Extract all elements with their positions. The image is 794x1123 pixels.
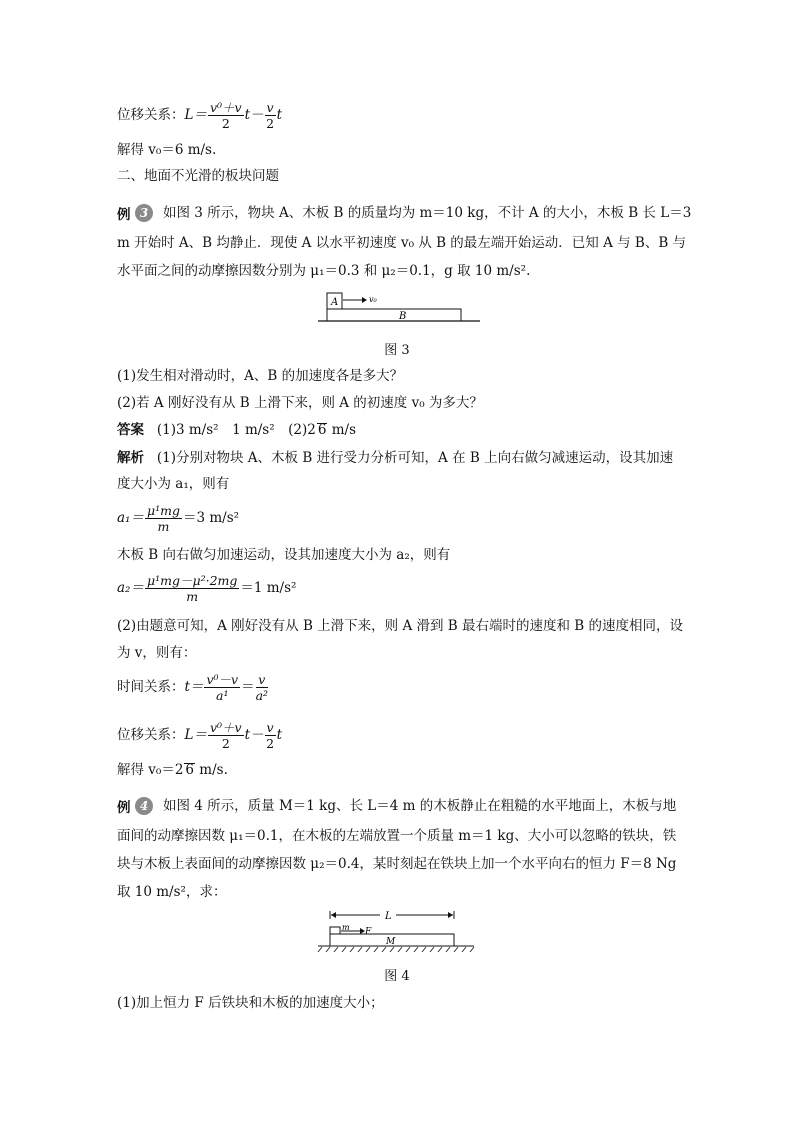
numerator: μ¹mg [146, 503, 180, 518]
figure3-caption: 图 3 [384, 343, 410, 358]
text: 如图 4 所示，质量 M＝1 kg、长 L＝4 m 的木板静止在粗糙的水平地面上，木板与地 [163, 798, 677, 814]
eq-lhs: a₁＝ [117, 510, 144, 526]
denominator: m [186, 589, 199, 604]
term: t－ [244, 727, 264, 743]
eq-rhs: ＝3 m/s² [182, 510, 240, 526]
term: t [276, 107, 283, 123]
example4-line2: 面间的动摩擦因数 μ₁＝0.1，在木板的左端放置一个质量 m＝1 kg、大小可以忽略的铁块，铁 [117, 828, 677, 844]
denominator: a¹ [216, 688, 229, 703]
sqrt: 6 [317, 422, 327, 438]
ground-hatch [318, 947, 474, 952]
example3-answer [117, 420, 356, 440]
figure4-caption: 图 4 [384, 969, 410, 984]
fraction [256, 672, 268, 703]
dim-arrow-right [448, 912, 453, 918]
example-number: 3 [135, 204, 153, 222]
label-M: M [386, 937, 396, 947]
part2-line1: (2)由题意可知，A 刚好没有从 B 上滑下来，则 A 滑到 B 最右端时的速度和 B 的速度相同，设 [117, 618, 684, 634]
equation-a2 [117, 573, 296, 604]
top-solution: 解得 v₀＝6 m/s. [117, 142, 217, 158]
fraction [145, 573, 239, 604]
figure4-diagram [316, 906, 480, 958]
text: 如图 3 所示，物块 A、木板 B 的质量均为 m＝10 kg，不计 A 的大小，木板 B 长 L＝3 [163, 205, 692, 221]
part2-line2: 为 v，则有： [117, 645, 197, 661]
fraction [208, 100, 244, 131]
eq-lhs: a₂＝ [117, 580, 144, 596]
denominator: 2 [221, 116, 230, 131]
sqrt: 6 [185, 762, 195, 778]
numerator: v⁰－v [206, 672, 239, 687]
label: 位移关系： [117, 107, 185, 123]
example3-line2: m 开始时 A、B 均静止．现使 A 以水平初速度 v₀ 从 B 的最左端开始运动．已知 A 与 B、B 与 [117, 235, 687, 251]
eq-lhs: L＝ [184, 727, 207, 743]
board-B [327, 309, 461, 321]
fraction [145, 503, 182, 534]
numerator: v [256, 672, 268, 688]
label-A: A [331, 297, 339, 308]
time-relation [117, 672, 269, 703]
answer-label: 答案 [117, 422, 144, 438]
example4-line3: 块与木板上表面间的动摩擦因数 μ₂＝0.4，某时刻起在铁块上加一个水平向右的恒力 F＝8 Ng [117, 856, 677, 872]
example3-analysis-line1 [117, 448, 673, 468]
text: (1)分别对物块 A、木板 B 进行受力分析可知，A 在 B 上向右做匀减速运动，设其加速 [156, 450, 674, 466]
label-F: F [365, 927, 372, 937]
example-badge [117, 205, 155, 223]
numerator: v⁰＋v [209, 100, 242, 115]
answer-text: (1)3 m/s² 1 m/s² (2)2 [156, 422, 316, 438]
eq-lhs: t＝ [184, 679, 204, 695]
figure3-diagram [316, 290, 486, 330]
denominator: a² [255, 688, 269, 703]
label-v0: v₀ [369, 295, 377, 304]
section-title: 二、地面不光滑的板块问题 [117, 168, 279, 184]
example3-line1 [117, 203, 691, 223]
fraction [265, 100, 276, 131]
unit: m/s. [195, 762, 228, 778]
denominator: 2 [266, 116, 275, 131]
label-L: L [385, 911, 392, 922]
example-word: 例 [117, 206, 131, 223]
term: t－ [244, 107, 264, 123]
example4-line4: 取 10 m/s²，求： [117, 884, 227, 900]
example3-question1: (1)发生相对滑动时，A、B 的加速度各是多大？ [117, 368, 404, 384]
denominator: 2 [221, 736, 230, 751]
example3-analysis-line2: 度大小为 a₁，则有 [117, 476, 230, 492]
example-badge [117, 798, 155, 816]
unit: m/s [327, 422, 357, 438]
fraction [204, 672, 240, 703]
text: 解得 v₀＝2 [117, 762, 184, 778]
displacement-relation [117, 720, 282, 751]
equation-a1 [117, 503, 239, 534]
example3-line3: 水平面之间的动摩擦因数分别为 μ₁＝0.3 和 μ₂＝0.1，g 取 10 m/s². [117, 263, 531, 279]
example-number: 4 [135, 797, 153, 815]
example4-line1 [117, 796, 676, 816]
analysis-label: 解析 [117, 450, 144, 466]
example3-question2: (2)若 A 刚好没有从 B 上滑下来，则 A 的初速度 v₀ 为多大？ [117, 395, 483, 411]
eq-lhs: L＝ [184, 107, 207, 123]
example4-question1: (1)加上恒力 F 后铁块和木板的加速度大小； [117, 995, 384, 1011]
example-word: 例 [117, 799, 131, 816]
denominator: 2 [266, 736, 275, 751]
label-B: B [399, 311, 407, 322]
numerator: μ¹mg－μ²·2mg [146, 573, 238, 588]
numerator: v⁰＋v [209, 720, 242, 735]
fraction [265, 720, 276, 751]
eq-rhs: ＝1 m/s² [240, 580, 297, 596]
top-displacement-relation [117, 100, 282, 131]
term: t [276, 727, 283, 743]
label: 时间关系： [117, 679, 185, 695]
label: 位移关系： [117, 727, 185, 743]
label-m: m [342, 923, 350, 932]
numerator: v [266, 720, 274, 735]
denominator: m [157, 519, 170, 534]
dim-arrow-left [331, 912, 336, 918]
numerator: v [266, 100, 274, 115]
fraction [208, 720, 244, 751]
iron-block-m [330, 927, 340, 934]
board-acceleration-line: 木板 B 向右做匀加速运动，设其加速度大小为 a₂，则有 [117, 547, 451, 563]
equals: ＝ [241, 679, 255, 695]
arrow-head [362, 297, 367, 303]
solution-v0 [117, 760, 228, 780]
